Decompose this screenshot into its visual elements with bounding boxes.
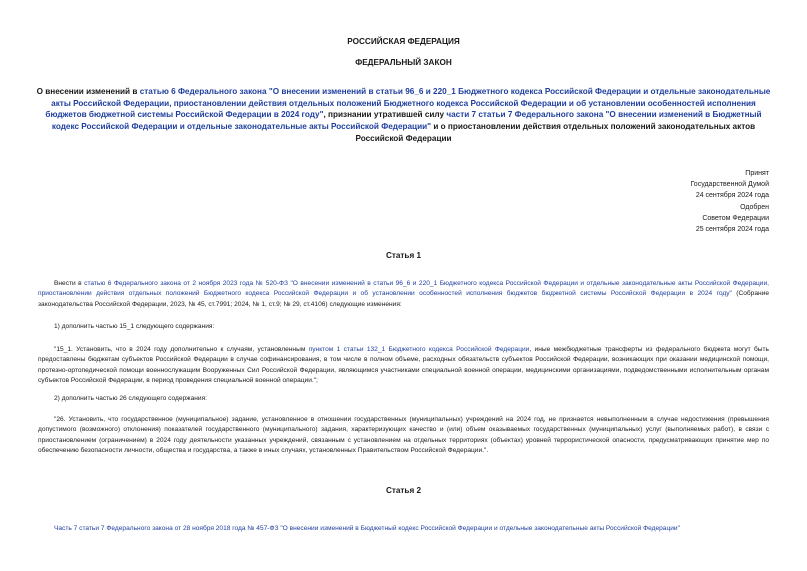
- p15-link[interactable]: пунктом 1 статьи 132_1 Бюджетного кодекса Российской Федерации: [308, 346, 530, 353]
- title-part-1: О внесении изменений в: [36, 87, 140, 96]
- article-2-heading: Статья 2: [385, 486, 422, 495]
- article-2-link[interactable]: Часть 7 статьи 7 Федерального закона от 28 ноября 2018 года № 457-ФЗ "О внесении изменений в Бюджетный кодекс Российской Федерации и отдельные законодательные акты Российской Федерации": [54, 525, 680, 532]
- approved-label: Одобрен: [740, 203, 769, 211]
- approved-by: Советом Федерации: [702, 214, 769, 222]
- intro-link[interactable]: статью 6 Федерального закона от 2 ноября 2023 года № 520-ФЗ "О внесении изменений в статьи 96_6 и 220_1 Бюджетного кодекса Российской Федерации и отдельные законодательные акты Российской Федерации, приостановлении действия отдельных положений Бюджетного кодекса Российской Федерации и об установлении особенностей исполнения бюджетов бюджетной системы Российской Федерации в 2024 году": [38, 280, 770, 298]
- title-part-2: , признании утратившей силу: [323, 110, 447, 120]
- adopted-label: Принят: [745, 170, 769, 177]
- approved-date: 25 сентября 2024 года: [695, 226, 769, 234]
- title-link-1[interactable]: статью 6 Федерального закона "О внесении изменений в статьи 96_6 и 220_1 Бюджетного кодекса Российской Федерации и отдельные законодательные акты Российской Федерации, приостановлении действия отдельных положений Бюджетного кодекса Российской Федерации и об установлении особенностей исполнения бюджетов бюджетной системы Российской Федерации в 2024 году": [45, 87, 771, 120]
- article-1-heading: Статья 1: [385, 251, 422, 260]
- p15-post: , иные межбюджетные трансферты из федерального бюджета могут быть предоставлены бюджетам субъектов Российской Федерации в случае софинансирования, в том числе в полном объеме, расходных обязательств субъектов Российской Федерации, возникающих при оказании медицинской помощи, протезно-ортопедической помощи военнослужащим Вооруженных Сил Российской Федерации, являющимся участниками специальной военной операции, медицинскими организациями, подведомственными исполнительным органам субъектов Российской Федерации, в период проведения специальной военной операции.";: [38, 346, 769, 385]
- paragraph-15-1: [38, 345, 769, 387]
- item-2: 2) дополнить частью 26 следующего содержания:: [54, 395, 207, 402]
- paragraph-26: "26. Установить, что государственное (муниципальное) задание, установленное в отношении государственных (муниципальных) учреждений на 2024 год, не признается невыполненным в случае недостижения (превышения допустимого (возможного) отклонения) показателей государственного (муниципального) задания, характеризующих качество и (или) объем оказываемых государственных (муниципальных) услуг (выполняемых работ), в связи с приостановлением (ограничением) в 2024 году деятельности указанных учреждений, связанным с установлением на отдельных территориях (объектах) уровней террористической опасности, предусматривающих принятие мер по обеспечению безопасности личности, общества и государства, а также в иных случаях, установленных Правительством Российской Федерации.".: [38, 416, 769, 455]
- adopted-by: Государственной Думой: [690, 181, 769, 189]
- country-heading: РОССИЙСКАЯ ФЕДЕРАЦИЯ: [347, 37, 460, 46]
- title-link-2[interactable]: части 7 статьи 7 Федерального закона "О внесении изменений в Бюджетный кодекс Российской Федерации и отдельные законодательные акты Российской Федерации": [51, 110, 762, 132]
- item-1: 1) дополнить частью 15_1 следующего содержания:: [54, 323, 215, 330]
- title-part-3: и о приостановлении действия отдельных положений законодательных актов Российской Федерации: [355, 122, 756, 143]
- adopted-date: 24 сентября 2024 года: [695, 192, 769, 200]
- adoption-block: [690, 168, 769, 235]
- intro-pre: Внести в: [54, 280, 85, 287]
- intro-post: (Собрание законодательства Российской Федерации, 2023, № 45, ст.7991; 2024, № 1, ст.9; № 29, ст.4106) следующие изменения:: [38, 290, 769, 308]
- article-1-intro: [38, 279, 769, 310]
- doc-type-heading: ФЕДЕРАЛЬНЫЙ ЗАКОН: [355, 58, 452, 67]
- article-2-text: [38, 524, 769, 534]
- law-title: [36, 86, 771, 145]
- p15-pre: "15_1. Установить, что в 2024 году дополнительно к случаям, установленным: [54, 346, 309, 353]
